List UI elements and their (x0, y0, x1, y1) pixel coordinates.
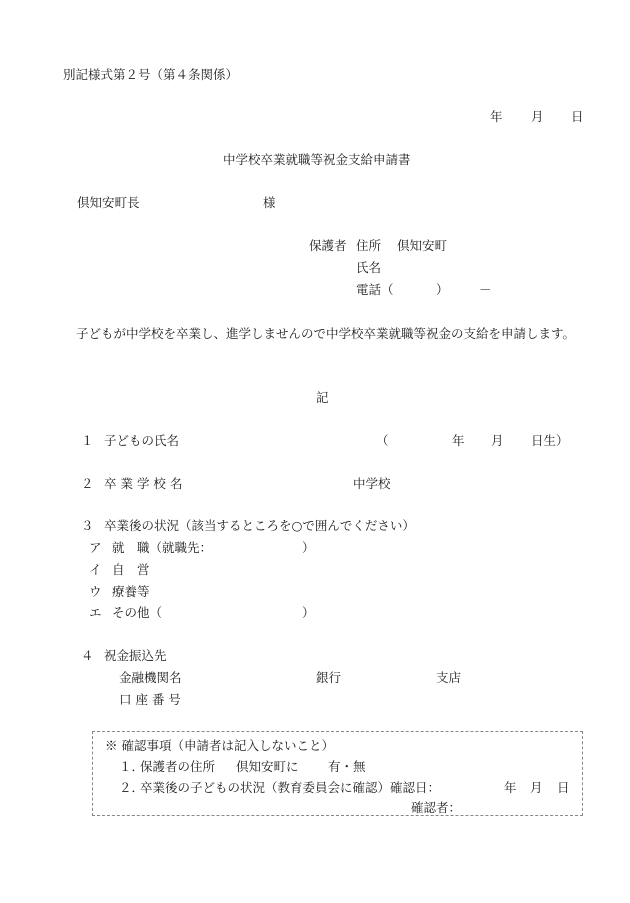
confirmation-line1-town: 倶知安町に (236, 759, 299, 774)
item2-label: 卒 業 学 校 名 (104, 476, 183, 491)
option-d-text: その他（ (112, 605, 163, 620)
option-a-close: ） (302, 540, 315, 555)
bank-suffix: 銀行 (316, 670, 342, 685)
addressee-honorific: 様 (263, 195, 276, 210)
option-a-mark: ア (89, 540, 102, 555)
item4-number: ４ (81, 648, 94, 663)
document-title: 中学校卒業就職等祝金支給申請書 (223, 152, 411, 167)
item3-label: 卒業後の状況（該当するところを○で囲んでください） (104, 518, 415, 533)
item1-born: 日生） (531, 433, 569, 448)
account-number-label: 口 座 番 号 (119, 692, 181, 707)
addressee-name: 倶知安町長 (77, 195, 140, 210)
option-d-close: ） (302, 605, 315, 620)
date-year-label: 年 (490, 109, 503, 124)
application-statement: 子どもが中学校を卒業し、進学しませんので中学校卒業就職等祝金の支給を申請します。 (76, 326, 576, 341)
confirmation-line2-month: 月 (530, 780, 543, 795)
option-c-text: 療養等 (112, 584, 150, 599)
applicant-phone-close: ） (436, 282, 449, 297)
confirmation-heading: ※ 確認事項（申請者は記入しないこと） (105, 738, 334, 753)
date-day-label: 日 (571, 109, 584, 124)
item1-month: 月 (491, 433, 504, 448)
applicant-role: 保護者 (309, 238, 347, 253)
form-reference: 別記様式第２号（第４条関係） (63, 67, 239, 82)
branch-suffix: 支店 (436, 670, 462, 685)
date-month-label: 月 (531, 109, 544, 124)
option-a-text: 就 職（就職先： (112, 540, 213, 555)
ki-heading: 記 (316, 390, 329, 405)
item2-school-suffix: 中学校 (353, 476, 391, 491)
confirmation-line1-label: 保護者の住所 (140, 759, 216, 774)
item3-number: ３ (81, 518, 94, 533)
confirmation-line2-year: 年 (504, 780, 517, 795)
confirmation-line1-number: １． (119, 759, 145, 774)
option-d-mark: エ (89, 605, 102, 620)
applicant-name-label: 氏名 (356, 260, 382, 275)
confirmation-line1-choice: 有・無 (328, 759, 366, 774)
confirmer-label: 確認者： (411, 800, 462, 815)
confirmation-line2-day: 日 (557, 780, 570, 795)
applicant-phone-dash: － (479, 282, 492, 297)
option-c-mark: ウ (89, 584, 102, 599)
applicant-phone-label: 電話（ (356, 282, 394, 297)
item1-year: 年 (452, 433, 465, 448)
applicant-address-value: 倶知安町 (397, 238, 448, 253)
item4-label: 祝金振込先 (104, 648, 167, 663)
confirmation-line2-label: 卒業後の子どもの状況（教育委員会に確認）確認日： (140, 780, 441, 795)
applicant-address-label: 住所 (356, 238, 382, 253)
item1-label: 子どもの氏名 (104, 433, 180, 448)
item2-number: ２ (81, 476, 94, 491)
option-b-text: 自 営 (112, 562, 150, 577)
bank-name-label: 金融機関名 (119, 670, 182, 685)
confirmation-line2-number: ２． (119, 780, 145, 795)
option-b-mark: イ (89, 562, 102, 577)
item1-open-paren: （ (376, 433, 389, 448)
item1-number: １ (81, 433, 94, 448)
